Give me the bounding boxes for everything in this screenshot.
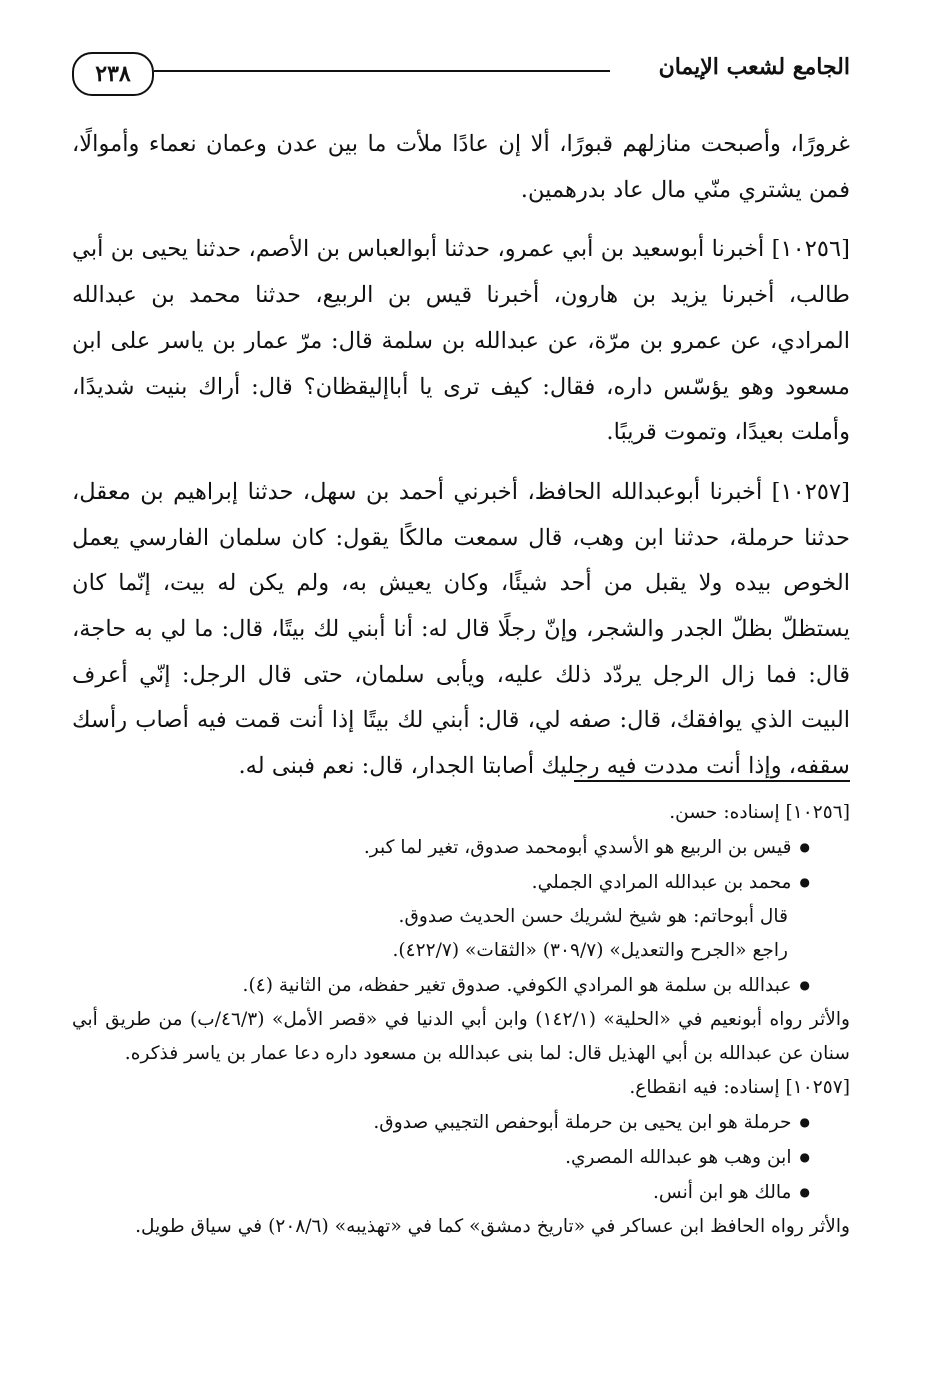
paragraph-10257: [١٠٢٥٧] أخبرنا أبوعبدالله الحافظ، أخبرني أحمد بن سهل، حدثنا إبراهيم بن معقل، حدثنا حرملة، حدثنا ابن وهب، قال سمعت مالكًا يقول: كان سلمان الفارسي يعمل الخوص بيده ولا يقبل من أحد شيئًا، وكان يعيش به، ولم يكن له بيت، إنّما كان يستظلّ بظلّ الجدر والشجر، وإنّ رجلًا قال له: أنا أبني لك بيتًا، قال: ما لي به حاجة، قال: فما زال الرجل يردّد ذلك عليه، ويأبى سلمان، حتى قال الرجل: إنّي أعرف البيت الذي يوافقك، قال: صفه لي، قال: أبني لك بيتًا إذا أنت قمت فيه أصاب رأسك سقفه، وإذا أنت مددت فيه رجليك أصابتا الجدار، قال: نعم فبنى له. xyxy=(72,478,850,780)
paragraph-10256: [١٠٢٥٦] أخبرنا أبوسعيد بن أبي عمرو، حدثنا أبوالعباس بن الأصم، حدثنا يحيى بن أبي طالب، أخبرنا يزيد بن هارون، أخبرنا قيس بن الربيع، حدثنا محمد بن عبدالله المرادي، عن عمرو بن مرّة، عن عبدالله بن سلمة قال: مرّ عمار بن ياسر على ابن مسعود وهو يؤسّس داره، فقال: كيف ترى يا أباإليقظان؟ قال: أراك بنيت شديدًا، وأملت بعيدًا، وتموت قريبًا. xyxy=(72,236,850,446)
page-header xyxy=(72,48,850,100)
footnote-10256-note: والأثر رواه أبونعيم في «الحلية» (١٤٢/١) وابن أبي الدنيا في «قصر الأمل» (٤٦/٣/ب) من طريق أبي سنان عن عبدالله بن أبي الهذيل قال: لما بنى عبدالله بن مسعود داره دعا عمار بن ياسر فذكره. xyxy=(72,1009,850,1064)
footnote-10257-note: والأثر رواه الحافظ ابن عساكر في «تاريخ دمشق» كما في «تهذيبه» (٢٠٨/٦) في سياق طويل. xyxy=(135,1216,850,1237)
footnotes xyxy=(72,796,850,1244)
footnote-list-item: ● ابن وهب هو عبدالله المصري. xyxy=(72,1140,850,1175)
page-number: ٢٣٨ xyxy=(72,52,154,96)
paragraph-continuation: غرورًا، وأصبحت منازلهم قبورًا، ألا إن عادًا ملأت ما بين عدن وعمان نعماء وأموالًا، فمن يشتري منّي مال عاد بدرهمين. xyxy=(72,131,850,203)
footnote-sub-line: قال أبوحاتم: هو شيخ لشريك حسن الحديث صدوق. xyxy=(398,906,788,927)
footnote-list-item: ● مالك هو ابن أنس. xyxy=(72,1175,850,1210)
footnote-list-item: ● قيس بن الربيع هو الأسدي أبومحمد صدوق، تغير لما كبر. xyxy=(72,830,850,865)
footnote-separator xyxy=(574,780,850,782)
footnote-10256-title: [١٠٢٥٦] إسناده: حسن. xyxy=(669,802,850,823)
header-rule xyxy=(154,70,610,72)
footnote-list-item: ● عبدالله بن سلمة هو المرادي الكوفي. صدوق تغير حفظه، من الثانية (٤). xyxy=(72,968,850,1003)
running-title: الجامع لشعب الإيمان xyxy=(658,54,850,80)
footnote-list-item: ● محمد بن عبدالله المرادي الجملي. xyxy=(72,865,850,900)
footnote-10257-title: [١٠٢٥٧] إسناده: فيه انقطاع. xyxy=(629,1077,850,1098)
footnote-list-item: ● حرملة هو ابن يحيى بن حرملة أبوحفص التجيبي صدوق. xyxy=(72,1105,850,1140)
main-text xyxy=(72,122,850,804)
footnote-sub-line: راجع «الجرح والتعديل» (٣٠٩/٧) «الثقات» (٤٢٢/٧). xyxy=(392,940,788,961)
